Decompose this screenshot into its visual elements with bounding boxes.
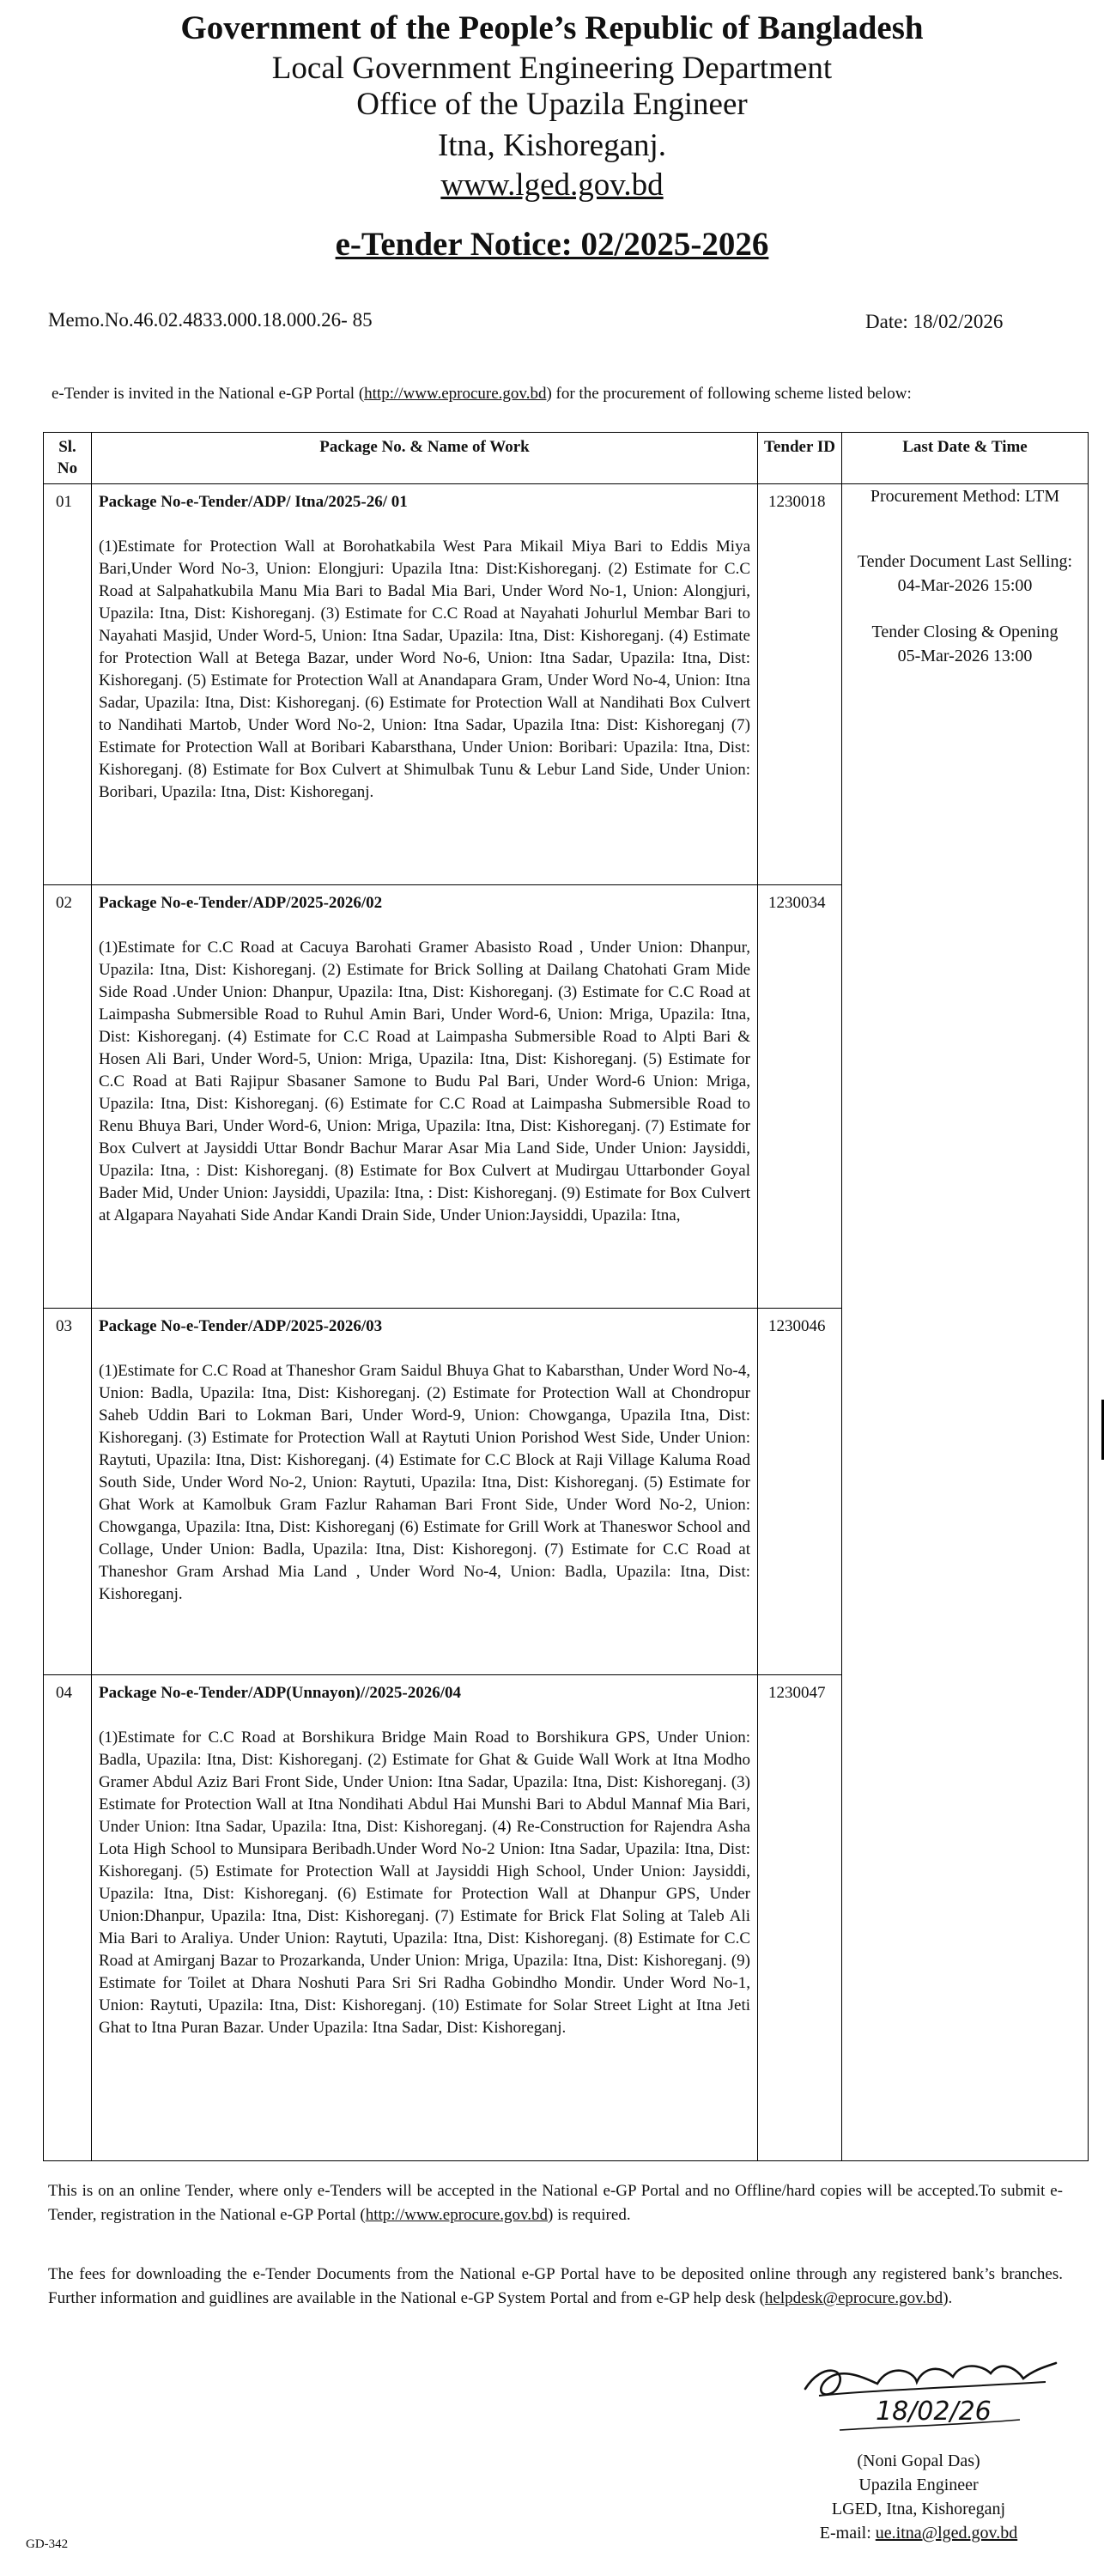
eprocure-link-2[interactable]: http://www.eprocure.gov.bd: [365, 2206, 549, 2224]
closing-date: 05-Mar-2026 13:00: [897, 647, 1033, 665]
signatory-email: [755, 2524, 1082, 2543]
row-work: [92, 1309, 758, 1675]
email-label: E-mail:: [819, 2524, 876, 2543]
row-sl: 01: [44, 484, 92, 885]
header-work: Package No. & Name of Work: [92, 433, 758, 484]
eprocure-link[interactable]: http://www.eprocure.gov.bd: [364, 385, 547, 403]
table-row: [44, 484, 1089, 885]
spacer: [847, 598, 1083, 620]
p2-after: ).: [943, 2289, 953, 2307]
package-number: Package No-e-Tender/ADP/2025-2026/02: [99, 894, 383, 912]
office-heading: Office of the Upazila Engineer: [356, 87, 748, 122]
signature-stroke: [805, 2363, 1056, 2395]
row-sl: 04: [44, 1675, 92, 2161]
website-link[interactable]: www.lged.gov.bd: [440, 167, 664, 203]
p2-before: The fees for downloading the e-Tender Documents from the National e-GP Portal have to be deposited online through any registered bank’s branches. Further information and guidlines are available in the National e-GP System Portal and from e-GP help desk (: [48, 2265, 1063, 2307]
invitation-text: [52, 385, 912, 404]
department-heading: Local Government Engineering Department: [271, 51, 833, 86]
row-tender-id: 1230047: [758, 1675, 842, 2161]
work-description: (1)Estimate for Protection Wall at Borohatkabila West Para Mikail Miya Bari to Eddis Miya Bari,Under Word No-3, Union: Elongjuri: Upazila Itna: Dist:Kishoreganj. (2) Estimate for C.C Road at Salpahatkubila Manu Mia Bari to Badal Mia Bari, Under Word No-1, Union: Alongjuri, Upazila: Itna, Dist: Kishoreganj. (3) Estimate for C.C Road at Nayahati Johurlul Membar Bari to Nayahati Masjid, Under Word-5, Union: Itna Sadar, Upazila: Itna, Dist: Kishoreganj. (4) Estimate for Protection Wall at Betega Bazar, under Word No-6, Union: Itna Sadar, Upazila: Itna, Dist: Kishoreganj. (5) Estimate for Protection Wall at Anandapara Gram, Under Word No-4, Union: Itna Sadar, Upazila: Itna, Dist: Kishoreganj. (6) Estimate for Protection Wall at Nandihati Box Culvert to Nandihati Martob, Under Word No-2, Union: Itna Sadar, Upazila Itna: Dist: Kishoreganj (7) Estimate for Protection Wall at Boribari Kabarsthana, Under Union: Boribari: Upazila: Itna, Dist: Kishoreganj. (8) Estimate for Box Culvert at Shimulbak Tunu & Lebur Land Side, Under Union: Boribari, Upazila: Itna, Dist: Kishoreganj.: [99, 538, 750, 801]
tender-table: [43, 432, 1089, 2161]
handwritten-date: 18/02/26: [876, 2397, 992, 2427]
selling-date: 04-Mar-2026 15:00: [897, 576, 1033, 595]
signatory-title: Upazila Engineer: [858, 2476, 979, 2494]
helpdesk-email-link[interactable]: helpdesk@eprocure.gov.bd: [764, 2289, 943, 2307]
package-number: Package No-e-Tender/ADP(Unnayon)//2025-2026/04: [99, 1684, 462, 1702]
document-code: GD-342: [26, 2537, 69, 2551]
row-work: [92, 1675, 758, 2161]
fees-paragraph: [48, 2263, 1063, 2311]
invitation-after: ) for the procurement of following scheme listed below:: [546, 385, 912, 403]
header-tender-id: Tender ID: [758, 433, 842, 484]
spacer: [847, 508, 1083, 550]
header-sl: Sl. No: [44, 433, 92, 484]
row-tender-id: 1230034: [758, 885, 842, 1309]
row-work: [92, 484, 758, 885]
notice-title: e-Tender Notice: 02/2025-2026: [335, 226, 769, 263]
handwritten-signature: [788, 2344, 1071, 2456]
row-sl: 02: [44, 885, 92, 1309]
last-date-cell: [842, 484, 1089, 2161]
selling-label: Tender Document Last Selling:: [857, 552, 1073, 571]
notice-date: Date: 18/02/2026: [865, 311, 1004, 332]
govt-heading: Government of the People’s Republic of Bangladesh: [180, 9, 924, 46]
signatory-office: LGED, Itna, Kishoreganj: [831, 2500, 1006, 2518]
work-description: (1)Estimate for C.C Road at Cacuya Barohati Gramer Abasisto Road , Under Union: Dhanpur, Upazila: Itna, Dist: Kishoreganj. (2) Estimate for Brick Solling at Dailang Chatohati Gram Mide Side Road .Under Union: Dhanpur, Upazila: Itna, Dist: Kishoreganj. (3) Estimate for C.C Road at Laimpasha Submersible Road to Ruhul Amin Bari, Under Word-6, Union: Mriga, Upazila: Itna, Dist: Kishoreganj. (4) Estimate for C.C Road at Laimpasha Submersible Road to Alpti Bari & Hosen Ali Bari, Under Word-5, Union: Mriga, Upazila: Itna, Dist: Kishoreganj. (5) Estimate for C.C Road at Bati Rajipur Sbasaner Samone to Budu Pal Bari, Under Word-6 Union: Mriga, Upazila: Itna, Dist: Kishoreganj. (6) Estimate for C.C Road at Laimpasha Submersible Road to Renu Bhuya Bari, Under Word-6, Union: Mriga, Upazila: Itna, Dist: Kishoreganj. (7) Estimate for Box Culvert at Jaysiddi Uttar Bondr Bachur Marar Asar Mia Land Side, Under Union: Jaysiddi, Upazila: Itna, : Dist: Kishoreganj. (8) Estimate for Box Culvert at Mudirgau Uttarbonder Goyal Bader Mid, Under Union: Jaysiddi, Upazila: Itna, : Dist: Kishoreganj. (9) Estimate for Box Culvert at Algapara Nayahati Side Andar Kandi Drain Side, Under Union:Jaysiddi, Upazila: Itna,: [99, 939, 750, 1224]
work-description: (1)Estimate for C.C Road at Borshikura Bridge Main Road to Borshikura GPS, Under Union: Badla, Upazila: Itna, Dist: Kishoreganj. (2) Estimate for Ghat & Guide Wall Work at Itna Modho Gramer Abdul Aziz Bari Front Side, Under Union: Itna Sadar, Upazila: Itna, Dist: Kishoreganj. (3) Estimate for Protection Wall at Itna Nondihati Abdul Hai Munshi Bari to Abdul Mannaf Mia Bari, Under Union: Itna Sadar, Upazila: Itna, Dist: Kishoreganj. (4) Re-Construction for Rajendra Asha Lota High School to Munsipara Beribadh.Under Word No-2 Union: Itna Sadar, Upazila: Itna, Dist: Kishoreganj. (5) Estimate for Protection Wall at Jaysiddi High School, Under Union: Jaysiddi, Upazila: Itna, Dist: Kishoreganj. (6) Estimate for Protection Wall at Dhanpur GPS, Under Union:Dhanpur, Upazila: Itna, Dist: Kishoreganj. (7) Estimate for Brick Flat Soling at Taleb Ali Mia Bari to Araliya. Under Union: Raytuti, Upazila: Itna, Dist: Kishoreganj. (8) Estimate for C.C Road at Amirganj Bazar to Prozarkanda, Under Union: Mriga, Upazila: Itna, Dist: Kishoreganj. (9) Estimate for Toilet at Dhara Noshuti Para Sri Sri Radha Gobindho Mondir. Under Word No-1, Union: Raytuti, Upazila: Itna, Dist: Kishoreganj. (10) Estimate for Solar Street Light at Itna Jeti Ghat to Itna Puran Bazar. Under Upazila: Itna Sadar, Dist: Kishoreganj.: [99, 1728, 750, 2037]
p1-after: ) is required.: [548, 2206, 631, 2224]
memo-number: Memo.No.46.02.4833.000.18.000.26- 85: [48, 309, 373, 331]
location-heading: Itna, Kishoreganj.: [437, 128, 667, 163]
invitation-before: e-Tender is invited in the National e-GP Portal (: [52, 385, 365, 403]
work-description: (1)Estimate for C.C Road at Thaneshor Gram Saidul Bhuya Ghat to Kabarsthan, Under Word No-4, Union: Badla, Upazila: Itna, Dist: Kishoreganj. (2) Estimate for Protection Wall at Chondropur Saheb Uddin Bari to Lokman Bari, Under Word-9, Union: Chowganga, Upazila Itna, Dist: Kishoreganj. (3) Estimate for Protection Wall at Raytuti Union Porishod West Side, Under Union: Raytuti, Upazila: Itna, Dist: Kishoreganj. (4) Estimate for C.C Block at Raji Village Kaluma Road South Side, Under Word No-2, Union: Raytuti, Upazila: Itna, Dist: Kishoreganj. (5) Estimate for Ghat Work at Kamolbuk Gram Fazlur Rahaman Bari Front Side, Under Word No-2, Union: Chowganga, Upazila: Itna, Dist: Kishoreganj (6) Estimate for Grill Work at Thaneswor School and Collage, Under Union: Badla, Upazila: Itna, Dist: Kishoregonj. (7) Estimate for C.C Road at Thaneshor Gram Arshad Mia Land , Under Word No-4, Union: Badla, Upazila: Itna, Dist: Kishoreganj.: [99, 1362, 750, 1603]
online-tender-paragraph: [48, 2179, 1063, 2227]
row-work: [92, 885, 758, 1309]
row-tender-id: 1230018: [758, 484, 842, 885]
package-number: Package No-e-Tender/ADP/2025-2026/03: [99, 1317, 383, 1335]
package-number: Package No-e-Tender/ADP/ Itna/2025-26/ 01: [99, 493, 408, 511]
procurement-method: Procurement Method: LTM: [870, 487, 1060, 506]
signatory-name: (Noni Gopal Das): [857, 2451, 980, 2470]
closing-label: Tender Closing & Opening: [871, 623, 1059, 641]
row-tender-id: 1230046: [758, 1309, 842, 1675]
table-header-row: [44, 433, 1089, 484]
p1-before: This is on an online Tender, where only e-Tenders will be accepted in the National e-GP Portal and no Offline/hard copies will be accepted.To submit e-Tender, registration in the National e-GP Portal (: [48, 2182, 1063, 2224]
signature-underline: [819, 2382, 1046, 2396]
email-link[interactable]: ue.itna@lged.gov.bd: [875, 2524, 1018, 2543]
row-sl: 03: [44, 1309, 92, 1675]
header-last-date: Last Date & Time: [842, 433, 1089, 484]
